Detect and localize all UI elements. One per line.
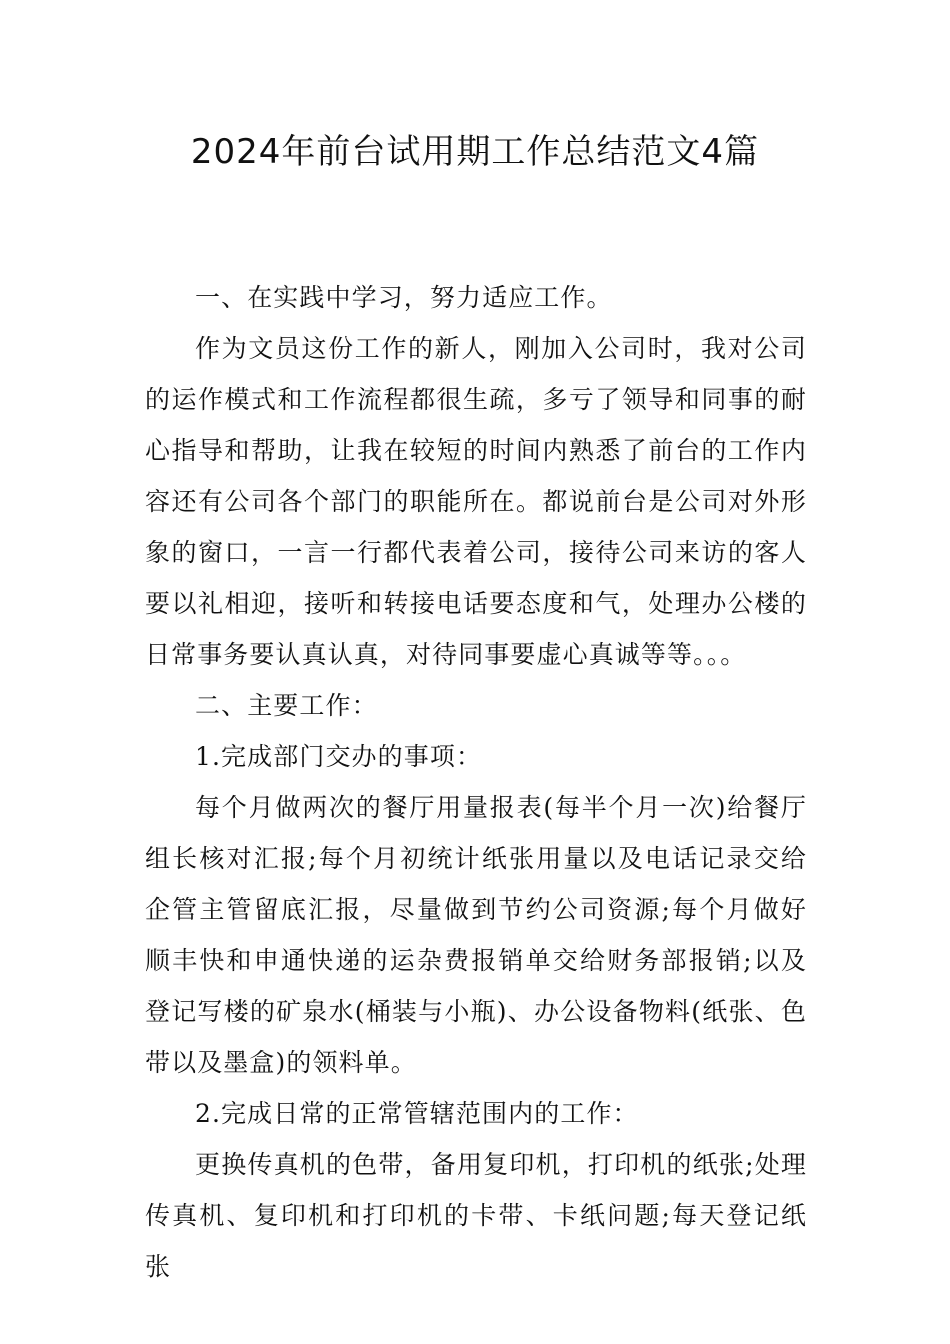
paragraph-tasks: 每个月做两次的餐厅用量报表(每半个月一次)给餐厅组长核对汇报;每个月初统计纸张用量以及电话记录交给企管主管留底汇报，尽量做到节约公司资源;每个月做好顺丰快和申通快递的运杂费报销单交给财务部报销;以及登记写楼的矿泉水(桶装与小瓶)、办公设备物料(纸张、色带以及墨盒)的领料单。 (145, 793, 807, 1077)
document-title: 2024年前台试用期工作总结范文4篇 (190, 132, 760, 172)
paragraph-daily-work: 更换传真机的色带，备用复印机，打印机的纸张;处理传真机、复印机和打印机的卡带、卡纸问题;每天登记纸张 (145, 1150, 807, 1281)
section-heading-2: 二、主要工作： (195, 691, 378, 720)
subheading-1: 1.完成部门交办的事项： (195, 742, 483, 771)
paragraph-intro: 作为文员这份工作的新人，刚加入公司时，我对公司的运作模式和工作流程都很生疏，多亏了领导和同事的耐心指导和帮助，让我在较短的时间内熟悉了前台的工作内容还有公司各个部门的职能所在。都说前台是公司对外形象的窗口，一言一行都代表着公司，接待公司来访的客人要以礼相迎，接听和转接电话要态度和气，处理办公楼的日常事务要认真认真，对待同事要虚心真诚等等。。。 (145, 334, 807, 669)
subheading-2: 2.完成日常的正常管辖范围内的工作： (195, 1099, 639, 1128)
document-body (145, 272, 807, 1292)
section-heading-1: 一、在实践中学习，努力适应工作。 (195, 283, 613, 312)
